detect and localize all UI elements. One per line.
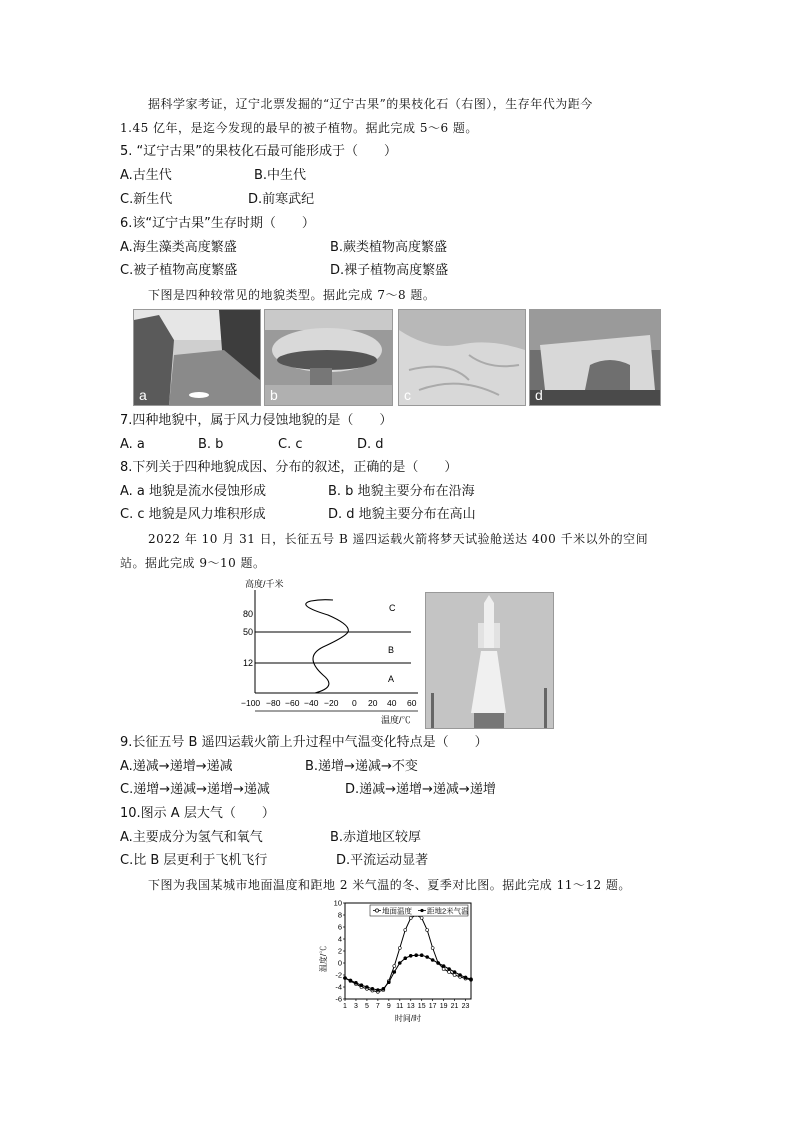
q7-option-d[interactable]: D. d: [357, 437, 384, 452]
surface-temp-point: [431, 947, 434, 950]
y-tick-label: 0: [337, 958, 342, 968]
xtick: 20: [368, 698, 378, 708]
x-tick-label: 11: [396, 1003, 404, 1010]
chart-ylabel: 温度/℃: [319, 945, 328, 973]
plot-frame: [345, 903, 471, 999]
q8-option-b[interactable]: B. b 地貌主要分布在沿海: [328, 484, 475, 499]
x-tick-label: 15: [417, 1003, 426, 1010]
air-temp-point: [470, 978, 473, 981]
surface-temp-point: [404, 929, 407, 932]
q6-option-d[interactable]: D.裸子植物高度繁盛: [330, 263, 449, 278]
x-tick-label: 17: [428, 1003, 437, 1010]
passage2: 下图是四种较常见的地貌类型。据此完成 7～8 题。: [148, 288, 436, 302]
xtick: 40: [387, 698, 397, 708]
atmos-xlabel: 温度/℃: [381, 715, 411, 725]
xtick: 60: [407, 698, 417, 708]
xtick: −60: [285, 698, 300, 708]
passage3-line2: 站。据此完成 9～10 题。: [120, 556, 266, 570]
air-temp-point: [431, 959, 434, 962]
x-tick-label: 13: [406, 1003, 415, 1010]
landform-photo-d: [529, 309, 661, 406]
q10-option-c[interactable]: C.比 B 层更利于飞机飞行: [120, 853, 268, 868]
q9-stem: 9.长征五号 B 遥四运载火箭上升过程中气温变化特点是（ ）: [120, 735, 488, 750]
air-temp-point: [344, 977, 347, 980]
q8-stem: 8.下列关于四种地貌成因、分布的叙述，正确的是（ ）: [120, 460, 458, 475]
passage3-line1: 2022 年 10 月 31 日，长征五号 B 遥四运载火箭将梦天试验舱送达 400 千米以外的空间: [148, 532, 649, 546]
ytick-50: 50: [243, 627, 254, 637]
air-temp-point: [387, 981, 390, 984]
air-temp-point: [437, 962, 440, 965]
air-temp-point: [382, 987, 385, 990]
surface-temp-point: [398, 947, 401, 950]
xtick: −80: [266, 698, 281, 708]
photo-label-d: d: [535, 387, 543, 403]
atmos-ylabel: 高度/千米: [245, 579, 284, 589]
air-temp-point: [376, 989, 379, 992]
surface-temp-line: [345, 915, 471, 992]
ytick-12: 12: [243, 658, 254, 668]
photo-label-c: c: [404, 387, 411, 403]
q7-option-c[interactable]: C. c: [278, 437, 303, 452]
q7-option-a[interactable]: A. a: [120, 437, 145, 452]
x-tick-label: 7: [375, 1003, 380, 1010]
q10-option-d[interactable]: D.平流运动显著: [336, 853, 429, 868]
surface-temp-point: [442, 968, 445, 971]
q6-stem: 6.该“辽宁古果”生存时期（ ）: [120, 216, 315, 231]
xtick: −20: [324, 698, 339, 708]
air-temp-point: [442, 965, 445, 968]
surface-temp-point: [453, 974, 456, 977]
q6-option-b[interactable]: B.蕨类植物高度繁盛: [330, 240, 448, 255]
temperature-curve: [306, 600, 349, 693]
air-temp-point: [459, 974, 462, 977]
legend-label-air: 距地2米气温: [427, 906, 469, 916]
air-temp-point: [354, 981, 357, 984]
air-temp-point: [448, 968, 451, 971]
legend-marker-surface: [375, 909, 378, 912]
y-tick-label: 4: [337, 934, 342, 944]
q9-option-c[interactable]: C.递增→递减→递增→递减: [120, 782, 270, 797]
air-temp-point: [360, 984, 363, 987]
x-tick-label: 5: [364, 1003, 369, 1010]
air-temp-point: [426, 956, 429, 959]
surface-temp-point: [448, 971, 451, 974]
atmosphere-temperature-chart: [233, 575, 423, 727]
landform-photo-c: [398, 309, 526, 406]
q5-option-d[interactable]: D.前寒武纪: [248, 192, 315, 207]
atmos-x-ticks: [241, 698, 417, 708]
q7-stem: 7.四种地貌中，属于风力侵蚀地貌的是（ ）: [120, 413, 393, 428]
y-tick-label: -6: [335, 994, 342, 1004]
q5-option-b[interactable]: B.中生代: [254, 168, 307, 183]
air-temp-point: [420, 954, 423, 957]
q5-stem: 5. “辽宁古果”的果枝化石最可能形成于（ ）: [120, 144, 398, 159]
x-tick-label: 1: [343, 1003, 347, 1010]
rocket-launch-photo: [425, 592, 554, 729]
passage4: 下图为我国某城市地面温度和距地 2 米气温的冬、夏季对比图。据此完成 11～12 题。: [148, 878, 631, 892]
q9-option-b[interactable]: B.递增→递减→不变: [305, 759, 418, 774]
y-tick-label: 10: [333, 898, 342, 908]
y-tick-label: -4: [335, 982, 342, 992]
air-temp-point: [365, 986, 368, 989]
air-temp-point: [371, 987, 374, 990]
y-tick-label: -2: [335, 970, 342, 980]
surface-air-temperature-chart: [318, 897, 478, 1027]
y-tick-label: 6: [337, 922, 342, 932]
q9-option-d[interactable]: D.递减→递增→递减→递增: [345, 782, 496, 797]
q8-option-d[interactable]: D. d 地貌主要分布在高山: [328, 507, 476, 522]
photo-label-a: a: [139, 387, 147, 403]
air-temp-point: [464, 976, 467, 979]
photo-label-b: b: [270, 387, 278, 403]
q10-option-b[interactable]: B.赤道地区较厚: [330, 830, 422, 845]
passage1-line1: 据科学家考证，辽宁北票发掘的“辽宁古果”的果枝化石（右图），生存年代为距今: [148, 97, 593, 111]
xtick: −100: [241, 698, 261, 708]
passage1-line2: 1.45 亿年，是迄今发现的最早的被子植物。据此完成 5～6 题。: [120, 121, 478, 135]
air-temp-line: [345, 955, 471, 990]
q5-option-a[interactable]: A.古生代: [120, 168, 172, 183]
surface-temp-point: [409, 917, 412, 920]
landform-photo-a: [133, 309, 261, 406]
xtick: −40: [304, 698, 319, 708]
air-temp-point: [409, 954, 412, 957]
air-temp-point: [349, 979, 352, 982]
air-temp-point: [393, 971, 396, 974]
q10-option-a[interactable]: A.主要成分为氢气和氧气: [120, 830, 263, 845]
q9-option-a[interactable]: A.递减→递增→递减: [120, 759, 233, 774]
layer-label-a: A: [388, 674, 395, 684]
air-temp-point: [398, 962, 401, 965]
legend-label-surface: 地面温度: [382, 906, 412, 916]
layer-label-c: C: [389, 603, 396, 613]
q6-option-a[interactable]: A.海生藻类高度繁盛: [120, 240, 237, 255]
x-tick-label: 19: [439, 1003, 448, 1010]
y-tick-label: 2: [337, 946, 342, 956]
q6-option-c[interactable]: C.被子植物高度繁盛: [120, 263, 238, 278]
air-temp-point: [453, 971, 456, 974]
chart-legend: [370, 905, 469, 916]
landform-photo-b: [264, 309, 393, 406]
surface-temp-point: [426, 929, 429, 932]
layer-label-b: B: [388, 645, 395, 655]
x-tick-label: 23: [461, 1003, 470, 1010]
air-temp-point: [415, 954, 418, 957]
legend-marker-air: [420, 909, 423, 912]
q8-option-a[interactable]: A. a 地貌是流水侵蚀形成: [120, 484, 267, 499]
ytick-80: 80: [243, 609, 254, 619]
surface-temp-point: [393, 965, 396, 968]
x-tick-label: 3: [354, 1003, 358, 1010]
air-temp-point: [404, 957, 407, 960]
x-tick-label: 9: [386, 1003, 391, 1010]
q5-option-c[interactable]: C.新生代: [120, 192, 173, 207]
surface-temp-point: [420, 917, 423, 920]
y-tick-label: 8: [337, 910, 342, 920]
xtick: 0: [352, 698, 357, 708]
q10-stem: 10.图示 A 层大气（ ）: [120, 806, 275, 821]
chart-xlabel: 时间/时: [394, 1014, 422, 1023]
q8-option-c[interactable]: C. c 地貌是风力堆积形成: [120, 507, 266, 522]
x-tick-label: 21: [450, 1003, 459, 1010]
q7-option-b[interactable]: B. b: [198, 437, 224, 452]
